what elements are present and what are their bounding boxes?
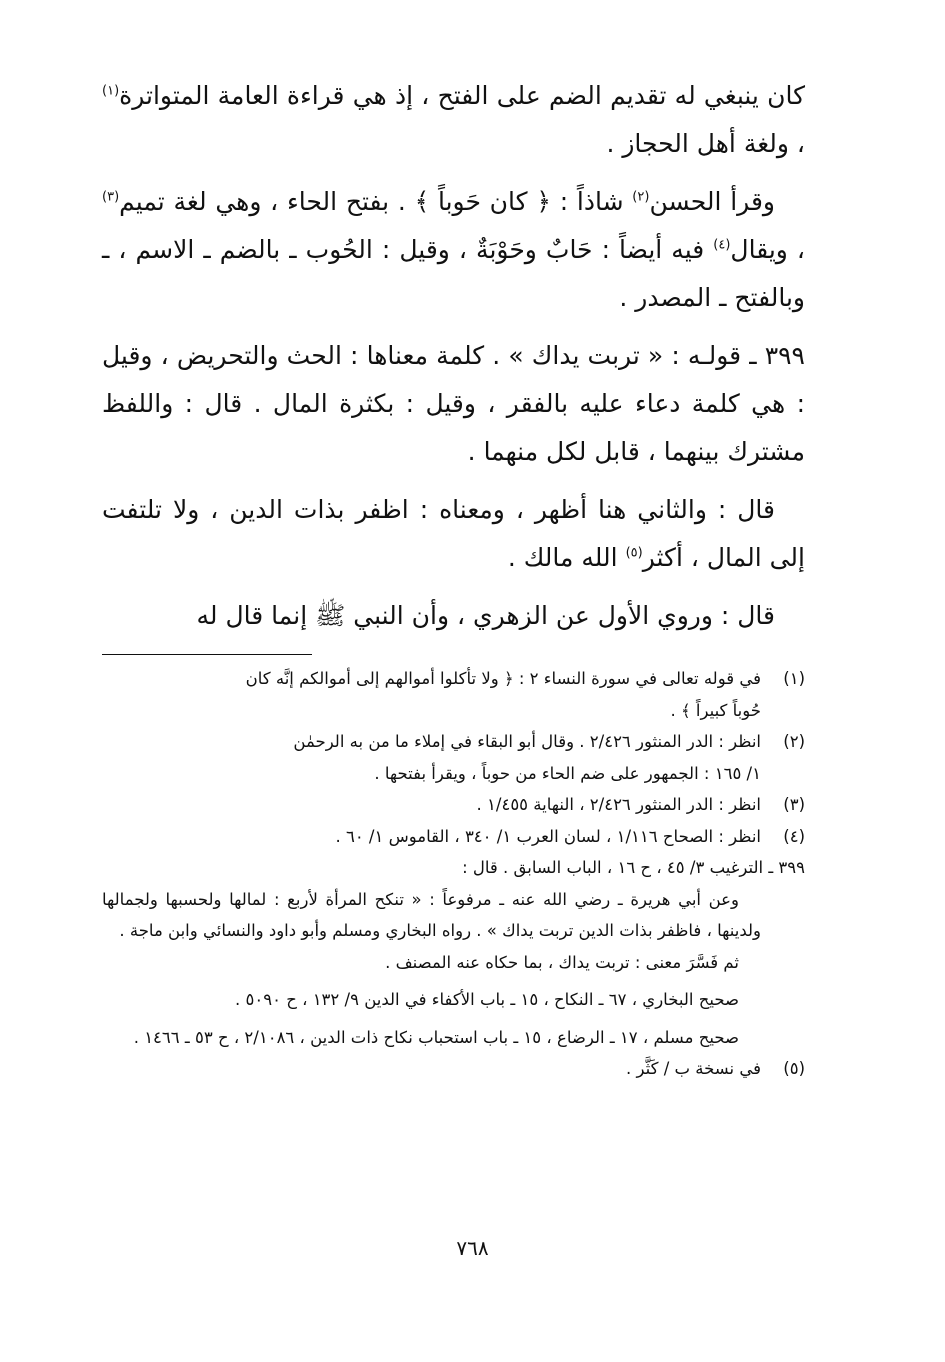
paragraph-5: قال : وروي الأول عن الزهري ، وأن النبي ﷺ إنما قال له [196, 601, 775, 630]
footnote-line: حُوباً كبيراً ﴾ . [670, 700, 761, 720]
footnote-line: انظر : الصحاح ١/١١٦ ، لسان العرب ١/ ٣٤٠ ، القاموس ١/ ٦٠ . [335, 826, 761, 846]
p2-b: شاذاً : ﴿ كان حَوباً ﴾ . بفتح الحاء ، وهي لغة تميم [119, 187, 633, 216]
page-number: ٧٦٨ [456, 1236, 489, 1260]
paragraph-2 [102, 178, 805, 322]
footnote-4 [102, 821, 805, 853]
takhrij-hadith: وعن أبي هريرة ـ رضي الله عنه ـ مرفوعاً : « تنكح المرأة لأربع : لمالها ولحسبها ولجمالها ولدينها ، فاظفر بذات الدين تربت يداك » . رواه البخاري ومسلم وأبو داود والنسائي وابن ماجة . [102, 889, 761, 940]
footnote-body [102, 821, 761, 853]
paragraph-3: ٣٩٩ ـ قولـه : « تربت يداك » . كلمة معناها : الحث والتحريض ، وقيل : هي كلمة دعاء عليه بالفقر ، وقيل : بكثرة المال . قال : واللفظ مشترك بينهما ، قابل لكل منهما . [102, 341, 805, 466]
footnote-ref-1[interactable]: (١) [102, 83, 120, 99]
footnote-ref-2[interactable]: (٢) [632, 189, 650, 205]
footnote-body [102, 1053, 761, 1085]
takhrij-muslim: صحيح مسلم ، ١٧ ـ الرضاع ، ١٥ ـ باب استحباب نكاح ذات الدين ، ٢/١٠٨٦ ، ح ٥٣ ـ ١٤٦٦ . [133, 1027, 739, 1047]
footnote-1 [102, 663, 805, 726]
takhrij-heading: ٣٩٩ ـ الترغيب ٣/ ٤٥ ، ح ١٦ ، الباب السابق . قال : [462, 858, 805, 877]
p4-b: الله مالك . [507, 543, 626, 572]
takhrij-block [102, 884, 805, 1054]
p1-end: ، ولغة أهل الحجاز . [606, 129, 805, 158]
page-content [102, 72, 805, 1085]
p4-a: قال : والثاني هنا أظهر ، ومعناه : اظفر بذات الدين ، ولا تلتفت إلى المال ، أكثر [102, 495, 805, 572]
footnote-line: انظر : الدر المنثور ٢/٤٢٦ . وقال أبو البقاء في إملاء ما من به الرحمٰن [293, 732, 761, 751]
p2-a: وقرأ الحسن [649, 187, 775, 216]
footnote-2 [102, 726, 805, 789]
footnote-5 [102, 1053, 805, 1085]
footnote-3 [102, 789, 805, 821]
footnote-number: (٢) [783, 732, 805, 751]
main-text [102, 72, 805, 640]
footnote-number: (١) [783, 669, 805, 688]
footnote-number: (٥) [783, 1059, 805, 1078]
paragraph-4 [102, 486, 805, 582]
footnote-ref-3[interactable]: (٣) [102, 189, 120, 205]
footnote-number: (٣) [783, 795, 805, 814]
footnote-line: ١/ ١٦٥ : الجمهور على ضم الحاء من حوباً ، ويقرأ بفتحها . [374, 763, 761, 783]
footnote-ref-5[interactable]: (٥) [625, 545, 643, 561]
p2-c: ، ويقال [730, 235, 805, 264]
footnote-line: انظر : الدر المنثور ٢/٤٢٦ ، النهاية ١/٤٥٥ . [476, 795, 761, 814]
p1-text: كان ينبغي له تقديم الضم على الفتح ، إذ هي قراءة العامة المتواترة [119, 81, 805, 110]
takhrij-explanation: ثم فَسَّرَ معنى : تربت يداك ، بما حكاه عنه المصنف . [385, 952, 739, 972]
footnote-line: في قوله تعالى في سورة النساء ٢ : ﴿ ولا تأكلوا أموالهم إلى أموالكم إنَّه كان [245, 669, 761, 688]
takhrij-bukhari: صحيح البخاري ، ٦٧ ـ النكاح ، ١٥ ـ باب الأكفاء في الدين ٩/ ١٣٢ ، ح ٥٠٩٠ . [235, 990, 739, 1009]
footnotes [102, 663, 805, 1085]
footnote-number: (٤) [783, 826, 805, 846]
footnote-ref-4[interactable]: (٤) [713, 237, 731, 253]
footnote-line: في نسخة ب / كَثَّر . [626, 1059, 761, 1078]
p2-d: فيه أيضاً : حَابٌ وحَوْبَةٌ ، وقيل : الحُوب ـ بالضم ـ الاسم ، ـ وبالفتح ـ المصدر . [102, 235, 805, 312]
paragraph-1 [102, 72, 805, 168]
footnote-body [102, 789, 761, 821]
footnote-body [102, 726, 761, 789]
footnote-divider [102, 654, 312, 655]
footnote-body [102, 663, 761, 726]
